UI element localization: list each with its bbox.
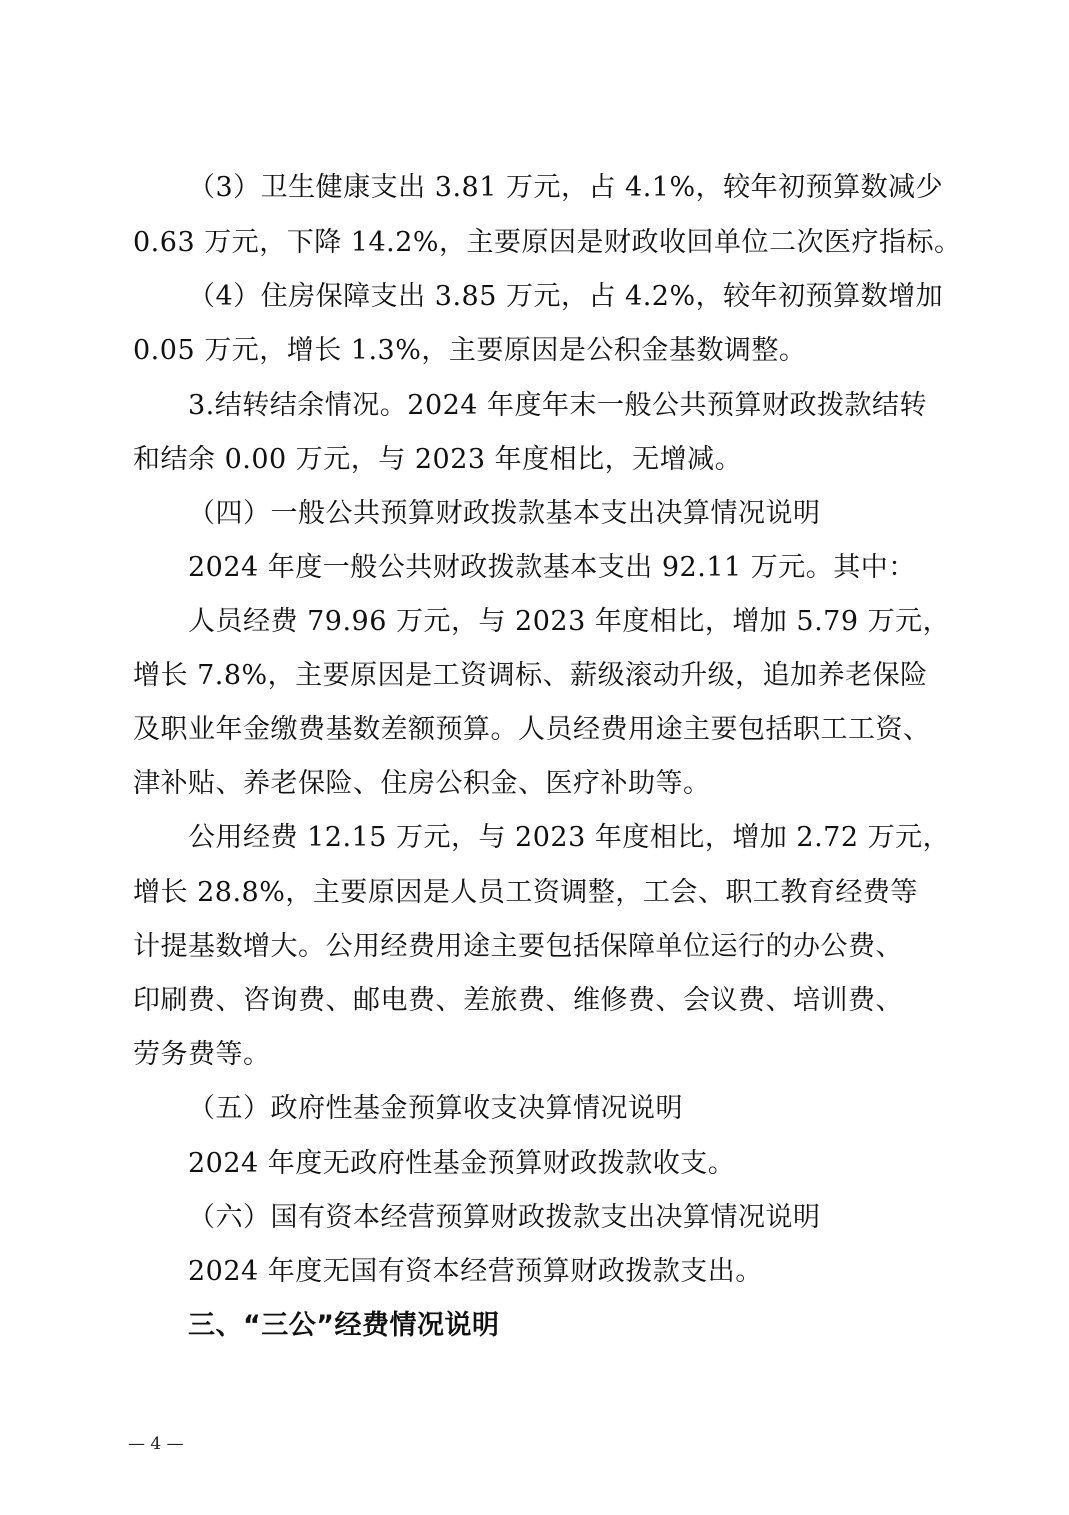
chapter-heading: 三、“三公”经费情况说明 — [188, 1310, 500, 1341]
paragraph-line: （4）住房保障支出 3.85 万元，占 4.2%，较年初预算数增加 — [188, 281, 944, 312]
paragraph-line: 2024 年度无国有资本经营预算财政拨款支出。 — [188, 1256, 763, 1287]
paragraph-line: 2024 年度一般公共财政拨款基本支出 92.11 万元。其中： — [188, 552, 916, 583]
page-number: — 4 — — [128, 1434, 184, 1454]
paragraph-line: 0.05 万元，增长 1.3%，主要原因是公积金基数调整。 — [133, 335, 807, 366]
section-heading: （五）政府性基金预算收支决算情况说明 — [188, 1093, 683, 1124]
paragraph-line: 劳务费等。 — [133, 1039, 271, 1070]
paragraph-line: 增长 28.8%，主要原因是人员工资调整，工会、职工教育经费等 — [133, 877, 918, 908]
paragraph-line: （3）卫生健康支出 3.81 万元，占 4.1%，较年初预算数减少 — [188, 172, 944, 203]
paragraph-line: 印刷费、咨询费、邮电费、差旅费、维修费、会议费、培训费、 — [133, 985, 903, 1016]
section-heading: （四）一般公共预算财政拨款基本支出决算情况说明 — [188, 498, 821, 529]
paragraph-line: 人员经费 79.96 万元，与 2023 年度相比，增加 5.79 万元， — [188, 606, 951, 637]
paragraph-line: 公用经费 12.15 万元，与 2023 年度相比，增加 2.72 万元， — [188, 822, 951, 853]
paragraph-line: 增长 7.8%，主要原因是工资调标、薪级滚动升级，追加养老保险 — [133, 660, 928, 691]
paragraph-line: 津补贴、养老保险、住房公积金、医疗补助等。 — [133, 768, 711, 799]
paragraph-line: 和结余 0.00 万元，与 2023 年度相比，无增减。 — [133, 444, 743, 475]
paragraph-line: 0.63 万元，下降 14.2%，主要原因是财政收回单位二次医疗指标。 — [133, 227, 962, 258]
paragraph-line: 2024 年度无政府性基金预算财政拨款收支。 — [188, 1148, 736, 1179]
paragraph-line: 计提基数增大。公用经费用途主要包括保障单位运行的办公费、 — [133, 931, 903, 962]
paragraph-line: 及职业年金缴费基数差额预算。人员经费用途主要包括职工工资、 — [133, 714, 931, 745]
section-heading: （六）国有资本经营预算财政拨款支出决算情况说明 — [188, 1202, 821, 1233]
paragraph-line: 3.结转结余情况。2024 年度年末一般公共预算财政拨款结转 — [188, 390, 928, 421]
